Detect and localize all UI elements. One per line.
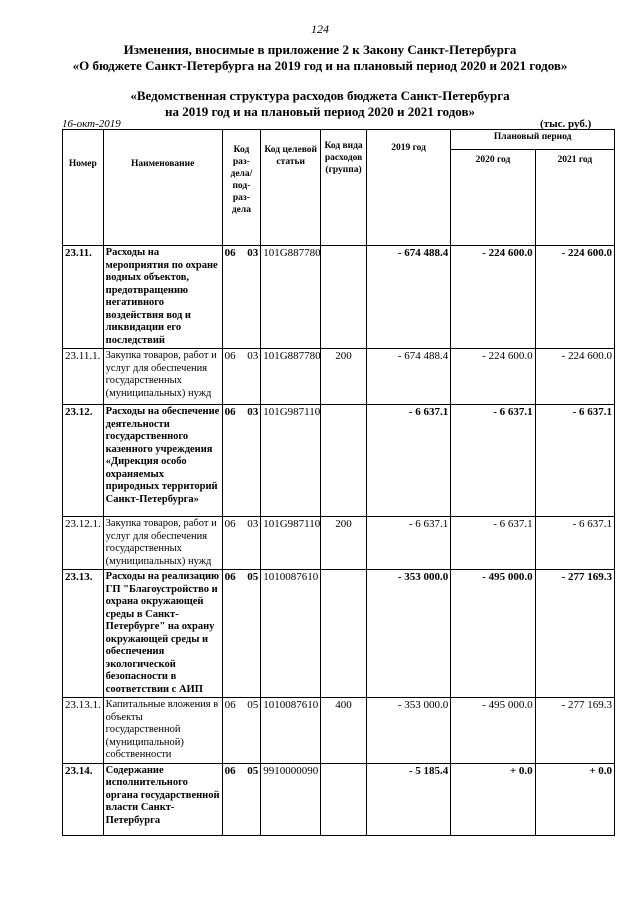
subtitle-line-2: на 2019 год и на плановый период 2020 и 2021 годов» bbox=[164, 104, 475, 119]
table-row bbox=[63, 405, 615, 517]
section-code: 06 bbox=[224, 571, 236, 583]
row-name: Расходы на обеспечение деятельности государственного казенного учреждения «Дирекция особо охраняемых природных территорий Санкт-Петербурга» bbox=[103, 405, 222, 517]
subsection-code: 03 bbox=[247, 247, 259, 259]
row-2021-value: - 277 169.3 bbox=[535, 570, 614, 698]
row-name: Капитальные вложения в объекты государственной (муниципальной) собственности bbox=[103, 698, 222, 764]
subsection-code: 05 bbox=[247, 764, 259, 777]
header-group: Код вида расходов (группа) bbox=[321, 130, 367, 246]
row-group-code bbox=[321, 570, 367, 698]
row-number: 23.13. bbox=[63, 570, 104, 698]
row-2020-value: + 0.0 bbox=[451, 763, 535, 835]
table-row bbox=[63, 698, 615, 764]
header-number: Номер bbox=[63, 130, 104, 246]
row-2019-value: - 6 637.1 bbox=[366, 405, 450, 517]
row-section-code bbox=[222, 570, 261, 698]
row-name: Содержание исполнительного органа государственной власти Санкт-Петербурга bbox=[103, 763, 222, 835]
subtitle-line-1: «Ведомственная структура расходов бюджета Санкт-Петербурга bbox=[130, 88, 510, 103]
header-2021: 2021 год bbox=[535, 150, 614, 246]
row-2020-value: - 224 600.0 bbox=[451, 349, 535, 405]
table-row bbox=[63, 763, 615, 835]
row-section-code bbox=[222, 405, 261, 517]
subsection-code: 03 bbox=[247, 518, 259, 530]
row-name: Расходы на реализацию ГП "Благоустройство и охрана окружающей среды в Санкт-Петербурге" на охрану окружающей среды и обеспечения экологической безопасности в соответствии с АИП bbox=[103, 570, 222, 698]
row-target-code: 9910000090 bbox=[261, 763, 321, 835]
row-group-code: 400 bbox=[321, 698, 367, 764]
row-target-code: 101G987110 bbox=[261, 405, 321, 517]
title-line-1: Изменения, вносимые в приложение 2 к Закону Санкт-Петербурга bbox=[123, 42, 517, 57]
table-row bbox=[63, 570, 615, 698]
header-section: Код раз-дела/ под-раз-дела bbox=[222, 130, 261, 246]
budget-table bbox=[62, 129, 615, 836]
header-2020: 2020 год bbox=[451, 150, 535, 246]
section-code: 06 bbox=[224, 764, 236, 777]
row-name: Расходы на мероприятия по охране водных объектов, предотвращению негативного воздействия вод и ликвидации его последствий bbox=[103, 246, 222, 349]
row-2021-value: - 224 600.0 bbox=[535, 349, 614, 405]
row-target-code: 1010087610 bbox=[261, 570, 321, 698]
row-group-code bbox=[321, 763, 367, 835]
row-section-code bbox=[222, 246, 261, 349]
document-date: 16-окт-2019 bbox=[62, 118, 121, 130]
row-2019-value: - 674 488.4 bbox=[366, 246, 450, 349]
row-group-code: 200 bbox=[321, 517, 367, 570]
row-2021-value: - 277 169.3 bbox=[535, 698, 614, 764]
row-number: 23.11. bbox=[63, 246, 104, 349]
row-2019-value: - 5 185.4 bbox=[366, 763, 450, 835]
table-row bbox=[63, 517, 615, 570]
row-2019-value: - 353 000.0 bbox=[366, 698, 450, 764]
row-target-code: 101G987110 bbox=[261, 517, 321, 570]
row-name: Закупка товаров, работ и услуг для обеспечения государственных (муниципальных) нужд bbox=[103, 349, 222, 405]
row-section-code bbox=[222, 698, 261, 764]
row-2021-value: - 6 637.1 bbox=[535, 517, 614, 570]
row-section-code bbox=[222, 349, 261, 405]
row-group-code: 200 bbox=[321, 349, 367, 405]
section-code: 06 bbox=[224, 406, 236, 418]
row-2021-value: - 224 600.0 bbox=[535, 246, 614, 349]
row-2019-value: - 674 488.4 bbox=[366, 349, 450, 405]
section-code: 06 bbox=[224, 350, 236, 362]
table-row bbox=[63, 246, 615, 349]
header-target: Код целевой статьи bbox=[261, 130, 321, 246]
row-number: 23.14. bbox=[63, 763, 104, 835]
header-name: Наименование bbox=[103, 130, 222, 246]
row-number: 23.12.1. bbox=[63, 517, 104, 570]
unit-label: (тыс. руб.) bbox=[540, 118, 592, 130]
row-name: Закупка товаров, работ и услуг для обеспечения государственных (муниципальных) нужд bbox=[103, 517, 222, 570]
row-target-code: 101G887780 bbox=[261, 246, 321, 349]
row-2021-value: - 6 637.1 bbox=[535, 405, 614, 517]
row-number: 23.12. bbox=[63, 405, 104, 517]
row-2021-value: + 0.0 bbox=[535, 763, 614, 835]
row-2020-value: - 6 637.1 bbox=[451, 405, 535, 517]
section-code: 06 bbox=[224, 518, 236, 530]
row-number: 23.11.1. bbox=[63, 349, 104, 405]
row-2019-value: - 353 000.0 bbox=[366, 570, 450, 698]
row-section-code bbox=[222, 763, 261, 835]
subsection-code: 05 bbox=[247, 699, 259, 711]
title-line-2: «О бюджете Санкт-Петербурга на 2019 год и на плановый период 2020 и 2021 годов» bbox=[72, 58, 568, 73]
subsection-code: 03 bbox=[247, 350, 259, 362]
row-target-code: 101G887780 bbox=[261, 349, 321, 405]
row-number: 23.13.1. bbox=[63, 698, 104, 764]
subsection-code: 05 bbox=[247, 571, 259, 583]
header-planned: Плановый период bbox=[451, 130, 615, 150]
row-target-code: 1010087610 bbox=[261, 698, 321, 764]
page-number: 124 bbox=[311, 22, 329, 36]
row-group-code bbox=[321, 246, 367, 349]
header-2019: 2019 год bbox=[366, 130, 450, 246]
section-code: 06 bbox=[224, 247, 236, 259]
row-group-code bbox=[321, 405, 367, 517]
row-2020-value: - 495 000.0 bbox=[451, 570, 535, 698]
row-2020-value: - 495 000.0 bbox=[451, 698, 535, 764]
table-row bbox=[63, 349, 615, 405]
row-2020-value: - 224 600.0 bbox=[451, 246, 535, 349]
section-code: 06 bbox=[224, 699, 236, 711]
row-2020-value: - 6 637.1 bbox=[451, 517, 535, 570]
row-section-code bbox=[222, 517, 261, 570]
subsection-code: 03 bbox=[247, 406, 259, 418]
row-2019-value: - 6 637.1 bbox=[366, 517, 450, 570]
